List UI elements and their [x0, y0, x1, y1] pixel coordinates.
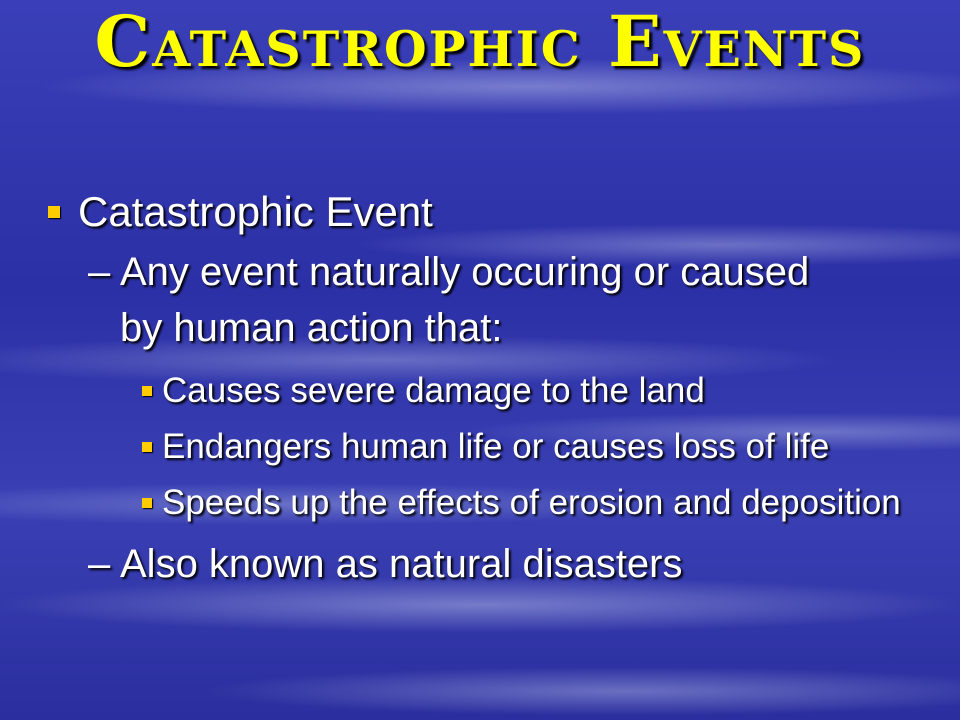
bullet-text: Endangers human life or causes loss of life [162, 427, 830, 466]
square-bullet-icon [48, 206, 60, 218]
bullet-text: Catastrophic Event [78, 188, 433, 235]
square-bullet-icon [142, 386, 152, 396]
bullet-text: Also known as natural disasters [120, 542, 683, 586]
bullet-level3 [162, 366, 922, 416]
square-bullet-icon [142, 498, 152, 508]
bullet-level2 [88, 536, 860, 592]
bullet-level2 [88, 244, 860, 356]
bullet-text: Causes severe damage to the land [162, 371, 705, 410]
bullet-level3 [162, 478, 922, 528]
bullet-text: Speeds up the effects of erosion and deposition [162, 483, 901, 522]
dash-bullet: – [88, 542, 111, 586]
dash-bullet: – [88, 250, 111, 294]
slide-title: Catastrophic Events [94, 0, 866, 83]
slide-body [0, 184, 960, 592]
square-bullet-icon [142, 442, 152, 452]
bullet-level1 [78, 184, 938, 240]
bullet-level3 [162, 422, 922, 472]
bullet-text: Any event naturally occuring or caused by human action that: [120, 250, 810, 350]
